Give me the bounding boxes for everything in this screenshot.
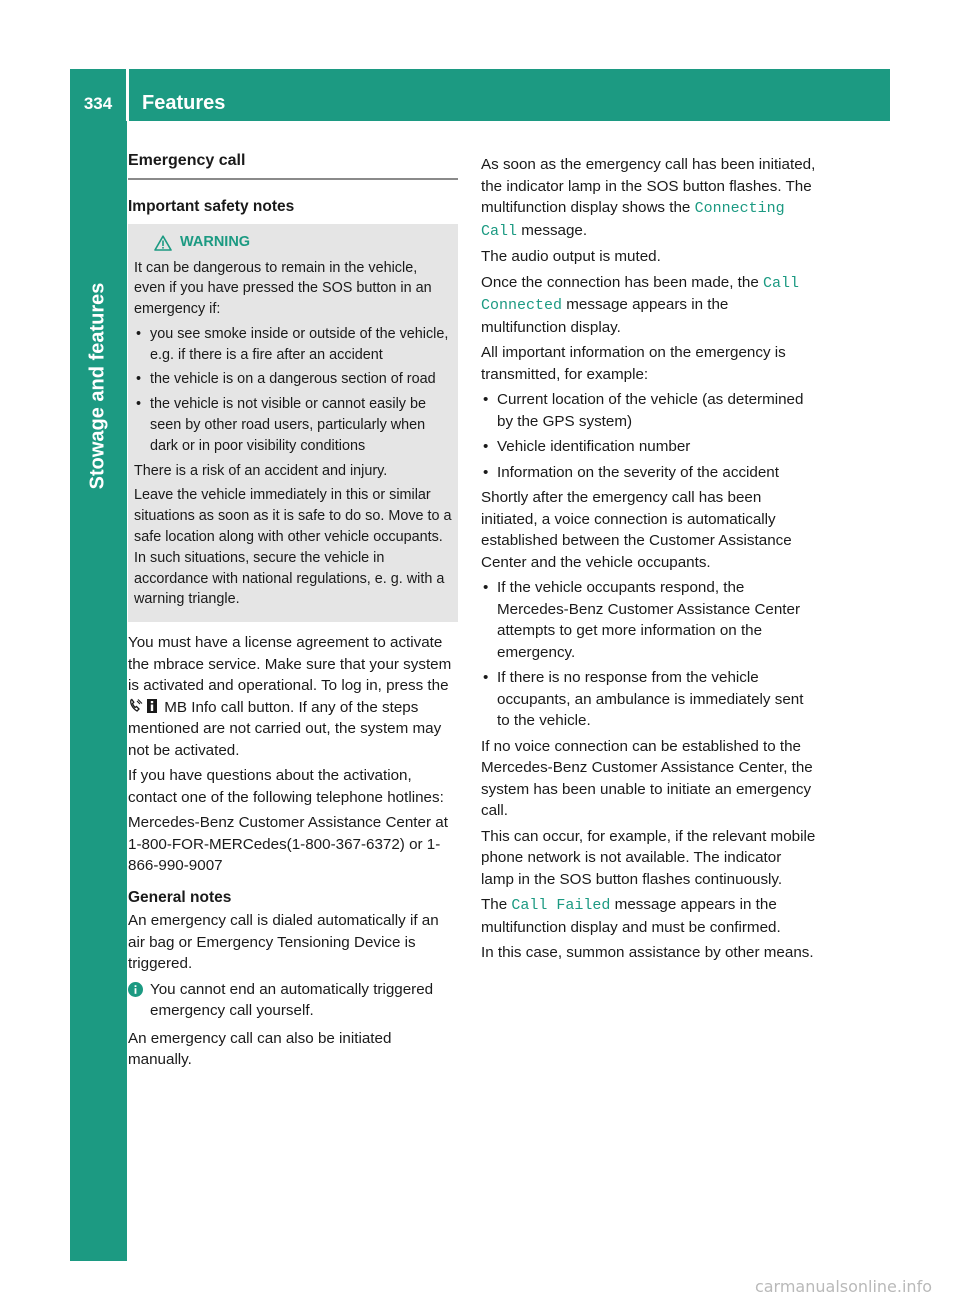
- license-text-post: MB Info call button. If any of the steps mentioned are not carried out, the system may not be activated.: [128, 698, 442, 759]
- transmitted-list: [481, 389, 816, 483]
- side-tab-label: Stowage and features: [86, 282, 109, 490]
- warning-risk: There is a risk of an accident and injury.: [134, 462, 388, 479]
- header-divider: [126, 69, 129, 121]
- call-failed-text-end: message appears in the multifunction display and must be confirmed.: [481, 896, 781, 936]
- summon-assistance-paragraph: In this case, summon assistance by other means.: [481, 944, 814, 961]
- sos-flash-text-end: message.: [521, 221, 588, 239]
- list-item: • If there is no response from the vehicle occupants, an ambulance is immediately sent to the vehicle.: [481, 667, 816, 732]
- warning-box: [128, 224, 458, 622]
- watermark: carmanualsonline.info: [754, 1277, 932, 1296]
- page-number: 334: [83, 94, 113, 113]
- transmitted-paragraph: All important information on the emergency is transmitted, for example:: [481, 344, 786, 383]
- voice-connection-paragraph: Shortly after the emergency call has been initiated, a voice connection is automatically established between the Customer Assistance Center and the vehicle occupants.: [481, 489, 792, 571]
- call-connected-message: Call Connected: [481, 274, 800, 314]
- page-header: [70, 69, 890, 121]
- emergency-call-heading: Emergency call: [128, 150, 458, 180]
- list-item: • Information on the severity of the accident: [481, 462, 816, 484]
- connected-text: Once the connection has been made, the: [481, 273, 759, 291]
- list-item: • you see smoke inside or outside of the vehicle, e.g. if there is a fire after an accident: [134, 324, 452, 366]
- hotlines-paragraph: Mercedes-Benz Customer Assistance Center at 1-800-FOR-MERCedes(1-800-367-6372) or 1-866-990-9007: [128, 814, 448, 875]
- call-failed-text: The: [481, 896, 508, 913]
- phone-info-icon: [128, 698, 160, 716]
- warning-triangle-icon: [154, 235, 172, 251]
- license-text-pre: You must have a license agreement to activate the mbrace service. Make sure that your system is activated and operational. To log in, press the: [128, 634, 452, 695]
- license-paragraph: [128, 632, 458, 761]
- info-note: [128, 979, 458, 1022]
- warning-intro: It can be dangerous to remain in the vehicle, even if you have pressed the SOS button in an emergency if:: [134, 259, 432, 318]
- connected-paragraph: [481, 272, 816, 339]
- info-icon: [128, 982, 143, 997]
- side-tab: [70, 121, 127, 1261]
- warning-list: [134, 324, 452, 457]
- manual-call-paragraph: An emergency call can also be initiated manually.: [128, 1029, 392, 1069]
- info-note-text: You cannot end an automatically triggered emergency call yourself.: [150, 980, 434, 1020]
- network-paragraph: This can occur, for example, if the relevant mobile phone network is not available. The indicator lamp in the SOS button flashes continuously.: [481, 827, 816, 888]
- sos-flash-text: As soon as the emergency call has been initiated, the indicator lamp in the SOS button flashes. The multifunction display shows the: [481, 156, 816, 216]
- list-item: • the vehicle is not visible or cannot easily be seen by other road users, particularly when dark or in poor visibility conditions: [134, 394, 452, 456]
- safety-notes-heading: Important safety notes: [128, 197, 295, 215]
- connected-text-end: message appears in the multifunction display.: [481, 296, 729, 336]
- connecting-call-message: Connecting Call: [481, 200, 785, 240]
- general-notes-text: An emergency call is dialed automatically if an air bag or Emergency Tensioning Device is triggered.: [128, 912, 439, 973]
- sos-flash-paragraph: [481, 154, 816, 242]
- warning-label: WARNING: [180, 234, 251, 250]
- list-item: • Vehicle identification number: [481, 436, 816, 458]
- call-failed-message: Call Failed: [511, 897, 611, 914]
- audio-muted-paragraph: The audio output is muted.: [481, 248, 661, 265]
- warning-advice: Leave the vehicle immediately in this or similar situations as soon as it is safe to do so. Move to a safe location along with other vehicle occupants. In such situations, secure the vehicle in accordance with national regulations, e. g. with a warning triangle.: [134, 487, 452, 608]
- questions-paragraph: If you have questions about the activation, contact one of the following telephone hotlines:: [128, 767, 444, 806]
- list-item: • the vehicle is on a dangerous section of road: [134, 369, 452, 390]
- no-connection-paragraph: If no voice connection can be established to the Mercedes-Benz Customer Assistance Center, the system has been unable to initiate an emergency call.: [481, 737, 813, 819]
- section-title: Features: [142, 92, 226, 114]
- right-column: [481, 154, 816, 968]
- response-list: [481, 577, 816, 732]
- warning-title: [134, 232, 452, 254]
- call-failed-paragraph: [481, 894, 816, 938]
- left-column: [128, 150, 458, 1075]
- general-notes-heading: General notes: [128, 888, 232, 906]
- list-item: • If the vehicle occupants respond, the Mercedes-Benz Customer Assistance Center attempts to get more information on the emergency.: [481, 577, 816, 663]
- list-item: • Current location of the vehicle (as determined by the GPS system): [481, 389, 816, 432]
